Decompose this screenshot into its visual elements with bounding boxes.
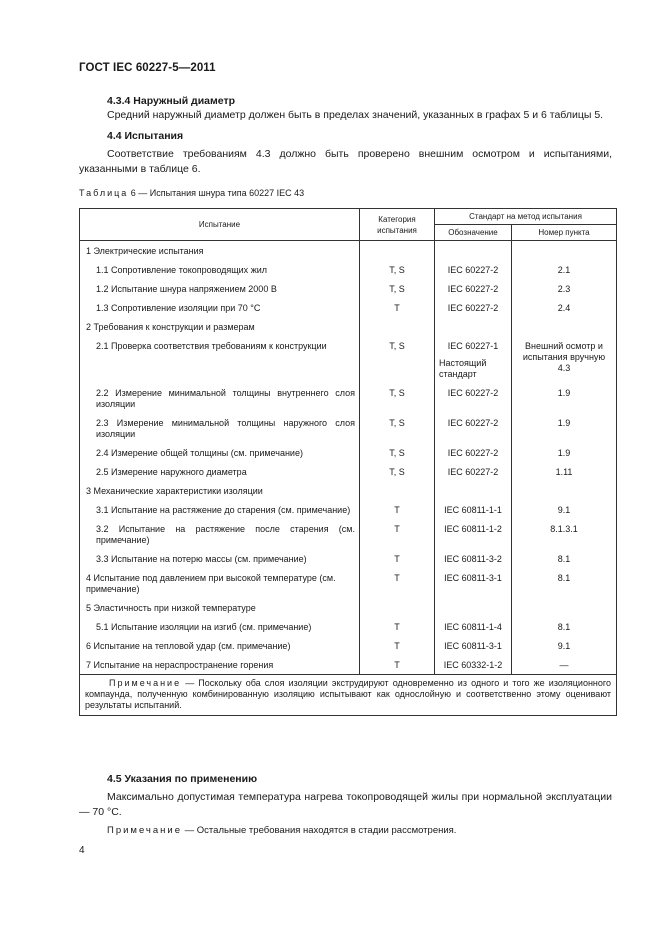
cell-test: 1.3 Сопротивление изоляции при 70 °С [80, 298, 360, 317]
cell-clause: 1.11 [512, 462, 617, 481]
table-row [80, 481, 617, 500]
section-title-4-4: 4.4 Испытания [107, 130, 184, 142]
section-text-4-3-4: Средний наружный диаметр должен быть в пределах значений, указанных в графах 5 и 6 таблицы 5. [107, 109, 604, 121]
table-row [80, 279, 617, 298]
tests-table [79, 208, 617, 716]
cell-test: 2.4 Измерение общей толщины (см. примечание) [80, 443, 360, 462]
cell-designation: IEC 60811-3-1 [435, 636, 512, 655]
cell-designation: IEC 60227-2 [435, 383, 512, 413]
cell-clause: 2.1 [512, 260, 617, 279]
cell-category: T, S [360, 413, 435, 443]
section-title-4-3-4: 4.3.4 Наружный диаметр [107, 95, 236, 107]
cell-test: 3.3 Испытание на потерю массы (см. примечание) [80, 549, 360, 568]
cell-category: T, S [360, 279, 435, 298]
cell-designation: IEC 60227-2 [435, 279, 512, 298]
header-test: Испытание [80, 209, 360, 241]
cell-clause: 1.9 [512, 383, 617, 413]
table-note: Примечание — Поскольку оба слоя изоляции экструдируют одновременно из одного и того же изоляционного компаунда, полученную комбинированную изоляцию испытывают как однослойную и соответственно этому оценивают результаты испытаний. [80, 675, 617, 716]
table-row [80, 655, 617, 675]
cell-designation: IEC 60811-1-2 [435, 519, 512, 549]
cell-clause: 1.9 [512, 413, 617, 443]
cell-designation [435, 241, 512, 261]
cell-clause: 2.4 [512, 298, 617, 317]
cell-test: 2.1 Проверка соответствия требованиям к конструкции [80, 336, 360, 383]
cell-designation [435, 481, 512, 500]
section-text-4-5: Максимально допустимая температура нагрева токопроводящей жилы при нормальной эксплуатации — 70 °С. [79, 791, 612, 818]
table-row [80, 636, 617, 655]
cell-test: 1 Электрические испытания [80, 241, 360, 261]
cell-category: T, S [360, 443, 435, 462]
cell-clause: 8.1.3.1 [512, 519, 617, 549]
cell-designation: IEC 60811-1-4 [435, 617, 512, 636]
cell-clause [512, 598, 617, 617]
cell-test: 3.1 Испытание на растяжение до старения (см. примечание) [80, 500, 360, 519]
cell-category: T [360, 549, 435, 568]
cell-clause: — [512, 655, 617, 675]
table-row [80, 519, 617, 549]
table-row [80, 617, 617, 636]
header-clause: Номер пункта [512, 225, 617, 241]
cell-designation: IEC 60227-2 [435, 413, 512, 443]
cell-test: 5.1 Испытание изоляции на изгиб (см. примечание) [80, 617, 360, 636]
cell-test: 5 Эластичность при низкой температуре [80, 598, 360, 617]
table-caption: Таблица 6 — Испытания шнура типа 60227 IEC 43 [79, 188, 305, 198]
cell-category: T, S [360, 462, 435, 481]
cell-clause: Внешний осмотр и испытания вручную 4.3 [512, 336, 617, 383]
cell-clause: 9.1 [512, 636, 617, 655]
header-standard: Стандарт на метод испытания [435, 209, 617, 225]
cell-designation: IEC 60332-1-2 [435, 655, 512, 675]
cell-category [360, 598, 435, 617]
table-row [80, 260, 617, 279]
table-row [80, 413, 617, 443]
cell-clause: 8.1 [512, 549, 617, 568]
cell-designation: IEC 60811-3-2 [435, 549, 512, 568]
table-row [80, 443, 617, 462]
cell-test: 3 Механические характеристики изоляции [80, 481, 360, 500]
cell-test: 6 Испытание на тепловой удар (см. примечание) [80, 636, 360, 655]
header-designation: Обозначение [435, 225, 512, 241]
cell-test: 2.5 Измерение наружного диаметра [80, 462, 360, 481]
cell-clause [512, 481, 617, 500]
section-title-4-5: 4.5 Указания по применению [107, 773, 258, 785]
cell-designation [435, 598, 512, 617]
cell-clause: 9.1 [512, 500, 617, 519]
cell-test: 1.1 Сопротивление токопроводящих жил [80, 260, 360, 279]
cell-category: T, S [360, 383, 435, 413]
cell-designation: IEC 60227-2 [435, 260, 512, 279]
cell-test: 7 Испытание на нераспространение горения [80, 655, 360, 675]
table-row [80, 500, 617, 519]
table-row [80, 298, 617, 317]
cell-designation [435, 317, 512, 336]
cell-test: 4 Испытание под давлением при высокой температуре (см. примечание) [80, 568, 360, 598]
cell-category: T [360, 519, 435, 549]
cell-category: T [360, 568, 435, 598]
cell-test: 3.2 Испытание на растяжение после старения (см. примечание) [80, 519, 360, 549]
cell-category [360, 241, 435, 261]
cell-clause [512, 241, 617, 261]
table-row [80, 568, 617, 598]
document-header: ГОСТ IEC 60227-5—2011 [79, 62, 216, 74]
table-row [80, 383, 617, 413]
cell-clause [512, 317, 617, 336]
table-row [80, 317, 617, 336]
cell-designation: IEC 60811-3-1 [435, 568, 512, 598]
cell-category: T [360, 298, 435, 317]
cell-category: T [360, 636, 435, 655]
cell-category: T [360, 500, 435, 519]
cell-designation: IEC 60227-2 [435, 298, 512, 317]
cell-test: 1.2 Испытание шнура напряжением 2000 В [80, 279, 360, 298]
cell-clause: 1.9 [512, 443, 617, 462]
cell-category [360, 317, 435, 336]
cell-test: 2.3 Измерение минимальной толщины наружного слоя изоляции [80, 413, 360, 443]
cell-category: T [360, 655, 435, 675]
cell-clause: 2.3 [512, 279, 617, 298]
table-row [80, 598, 617, 617]
page-number: 4 [79, 845, 85, 856]
header-category: Категория испытания [360, 209, 435, 241]
table-row [80, 241, 617, 261]
table-row [80, 462, 617, 481]
cell-test: 2.2 Измерение минимальной толщины внутреннего слоя изоляции [80, 383, 360, 413]
cell-clause: 8.1 [512, 617, 617, 636]
cell-test: 2 Требования к конструкции и размерам [80, 317, 360, 336]
cell-designation: IEC 60811-1-1 [435, 500, 512, 519]
cell-category [360, 481, 435, 500]
cell-category: T, S [360, 260, 435, 279]
cell-clause: 8.1 [512, 568, 617, 598]
cell-designation: IEC 60227-2 [435, 443, 512, 462]
table-row [80, 549, 617, 568]
cell-designation: IEC 60227-1 Настоящий стандарт [435, 336, 512, 383]
section-note-4-5: Примечание — Остальные требования находятся в стадии рассмотрения. [107, 825, 457, 836]
cell-designation: IEC 60227-2 [435, 462, 512, 481]
cell-category: T [360, 617, 435, 636]
table-row [80, 336, 617, 383]
cell-category: T, S [360, 336, 435, 383]
section-text-4-4: Соответствие требованиям 4.3 должно быть проверено внешним осмотром и испытаниями, указанными в таблице 6. [79, 148, 612, 175]
